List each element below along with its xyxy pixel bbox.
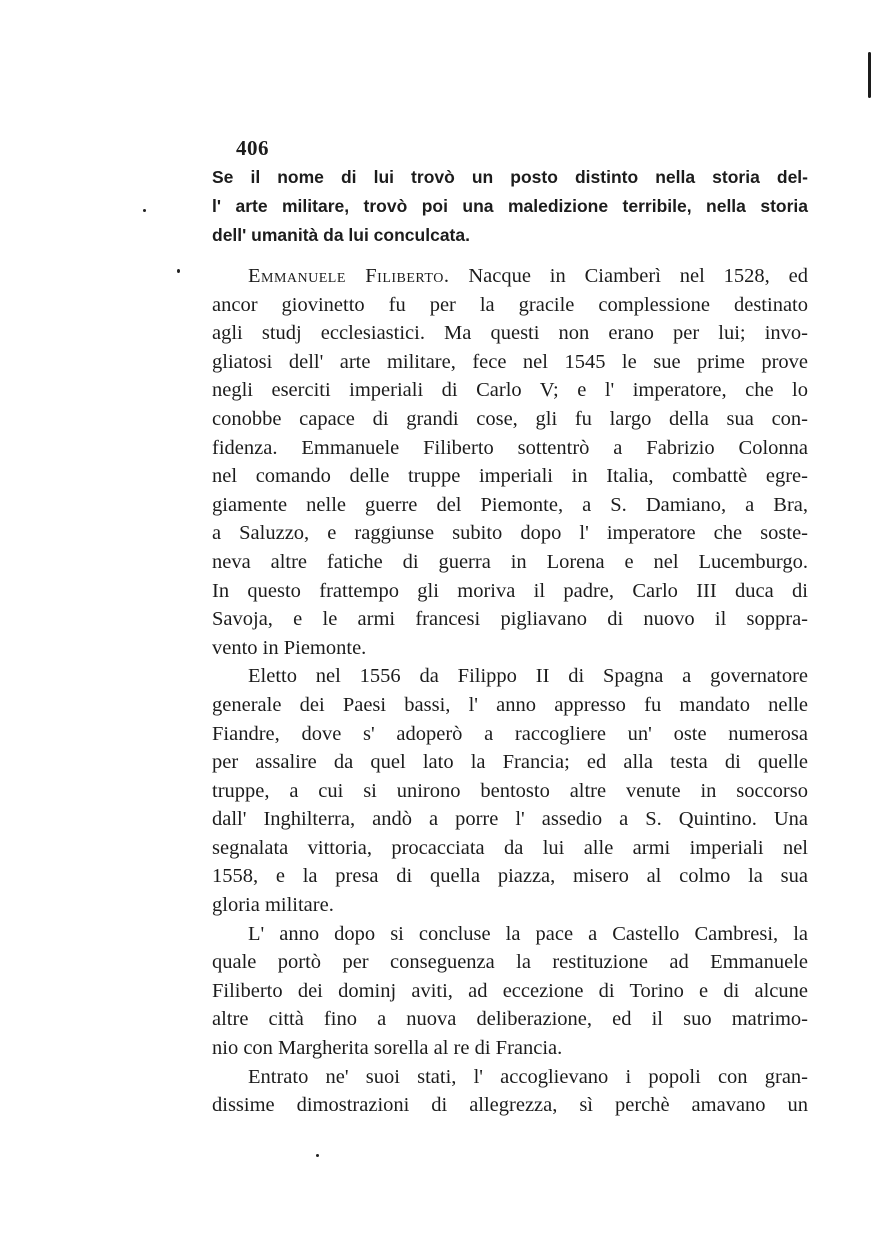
text-line: 1558, e la presa di quella piazza, misero al colmo la sua: [212, 865, 808, 888]
entry-first-line: Nacque in Ciamberì nel 1528, ed: [468, 265, 809, 287]
text-line: dissime dimostrazioni di allegrezza, sì perchè amavano un: [212, 1094, 808, 1117]
text-line: In questo frattempo gli moriva il padre, Carlo III duca di: [212, 579, 808, 602]
text-line: dall' Inghilterra, andò a porre l' assedio a S. Quintino. Una: [212, 808, 808, 831]
text-line: l' arte militare, trovò poi una maledizione terribile, nella storia: [212, 196, 808, 216]
biography-entry: [212, 262, 808, 1120]
print-speck: [177, 269, 180, 273]
text-line: generale dei Paesi bassi, l' anno appresso fu mandato nelle: [212, 693, 808, 716]
text-line: Entrato ne' suoi stati, l' accoglievano i popoli con gran-: [248, 1065, 808, 1088]
text-line: segnalata vittoria, procacciata da lui alle armi imperiali nel: [212, 836, 808, 859]
print-speck: [143, 209, 146, 212]
print-speck: [316, 1154, 319, 1157]
text-line: Fiandre, dove s' adoperò a raccogliere un' oste numerosa: [212, 722, 808, 745]
text-line: Filiberto dei dominj aviti, ad eccezione di Torino e di alcune: [212, 979, 808, 1002]
page-edge-mark: [868, 52, 871, 98]
text-line: altre città fino a nuova deliberazione, ed il suo matrimo-: [212, 1008, 808, 1031]
text-line: neva altre fatiche di guerra in Lorena e nel Lucemburgo.: [212, 550, 808, 573]
text-line: nio con Margherita sorella al re di Francia.: [212, 1037, 563, 1060]
entry-heading: Emmanuele Filiberto.: [248, 265, 450, 287]
text-line: Se il nome di lui trovò un posto distinto nella storia del-: [212, 167, 808, 187]
text-line: ancor giovinetto fu per la gracile complessione destinato: [212, 293, 808, 316]
text-line: giamente nelle guerre del Piemonte, a S. Damiano, a Bra,: [212, 493, 808, 516]
intro-paragraph: [212, 163, 808, 250]
text-line: vento in Piemonte.: [212, 636, 367, 659]
text-line: conobbe capace di grandi cose, gli fu largo della sua con-: [212, 407, 808, 430]
text-line: agli studj ecclesiastici. Ma questi non erano per lui; invo-: [212, 322, 808, 345]
text-line: gliatosi dell' arte militare, fece nel 1545 le sue prime prove: [212, 350, 808, 373]
text-line: gloria militare.: [212, 894, 334, 917]
text-line: negli eserciti imperiali di Carlo V; e l' imperatore, che lo: [212, 379, 808, 402]
text-line: Eletto nel 1556 da Filippo II di Spagna a governatore: [248, 665, 808, 688]
text-line: L' anno dopo si concluse la pace a Castello Cambresi, la: [248, 922, 808, 945]
text-line: Savoja, e le armi francesi pigliavano di nuovo il soppra-: [212, 608, 808, 631]
text-line: [212, 262, 808, 291]
text-line: nel comando delle truppe imperiali in Italia, combattè egre-: [212, 465, 808, 488]
text-line: truppe, a cui si unirono bentosto altre venute in soccorso: [212, 779, 808, 802]
text-line: per assalire da quel lato la Francia; ed alla testa di quelle: [212, 751, 808, 774]
text-line: dell' umanità da lui conculcata.: [212, 225, 470, 245]
page-number: 406: [236, 136, 269, 160]
text-line: a Saluzzo, e raggiunse subito dopo l' imperatore che soste-: [212, 522, 808, 545]
text-line: fidenza. Emmanuele Filiberto sottentrò a Fabrizio Colonna: [212, 436, 808, 459]
text-line: quale portò per conseguenza la restituzione ad Emmanuele: [212, 951, 808, 974]
